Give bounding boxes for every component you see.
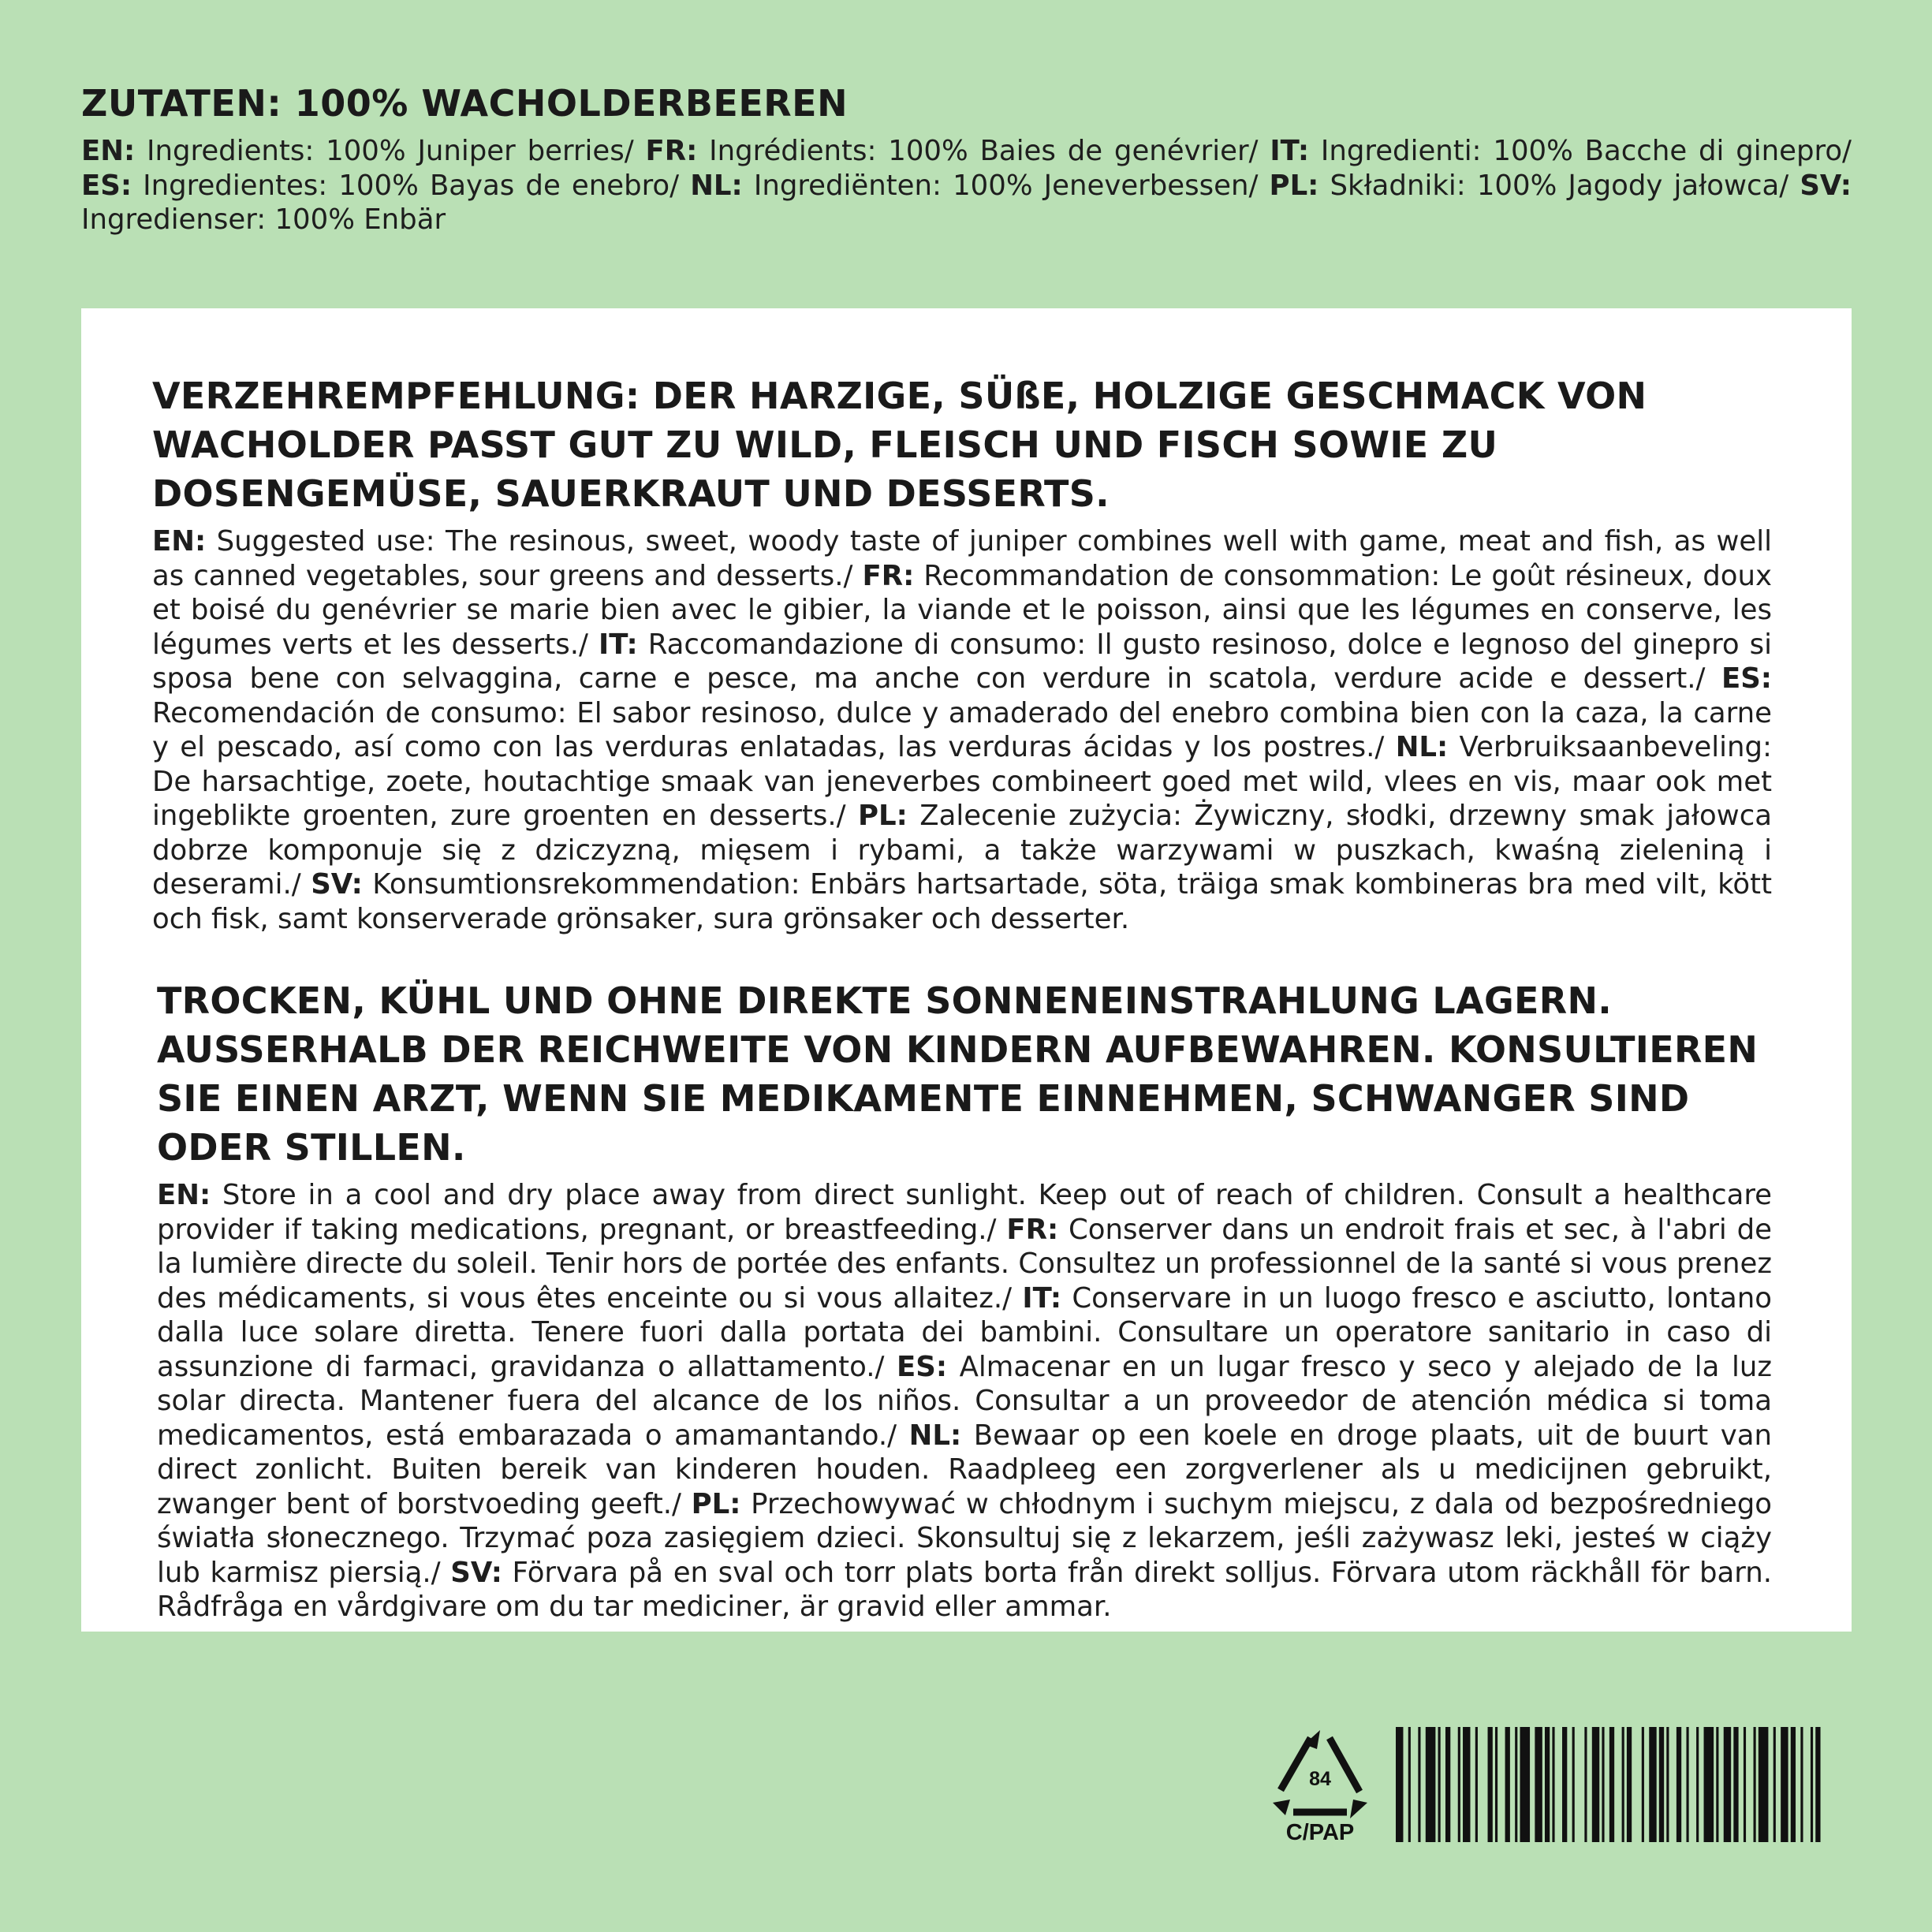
lang-code: NL: xyxy=(1395,731,1449,763)
lang-code: ES: xyxy=(81,169,132,202)
lang-code: FR: xyxy=(1006,1213,1059,1246)
lang-code: NL: xyxy=(908,1419,962,1452)
translation-text: Förvara på en sval och torr plats borta från direkt solljus. Förvara utom räckhåll för barn. Rådfråga en vårdgivare om du tar mediciner, är gravid eller ammar. xyxy=(157,1556,1772,1623)
barcode-bar xyxy=(1495,1727,1497,1842)
barcode-bar xyxy=(1592,1727,1599,1842)
ingredients-title: ZUTATEN: 100% WACHOLDERBEEREN xyxy=(81,82,849,125)
barcode-bar xyxy=(1584,1727,1587,1842)
barcode-bar xyxy=(1520,1727,1530,1842)
translation-text: Bewaar op een koele en droge plaats, uit de buurt van direct zonlicht. Buiten bereik van kinderen houden. Raadpleeg een zorgverlener als u medicijnen gebruikt, zwanger bent of borstvoeding geeft./ xyxy=(157,1419,1772,1520)
barcode-bar xyxy=(1572,1727,1575,1842)
barcode-bar xyxy=(1704,1727,1714,1842)
barcode-bar xyxy=(1475,1727,1478,1842)
barcode-bar xyxy=(1622,1727,1624,1842)
translation-text: Conservare in un luogo fresco e asciutto, lontano dalla luce solare diretta. Tenere fuori dalla portata dei bambini. Consultare un operatore sanitario in caso di assunzione di farmaci, gravidanza o allattamento./ xyxy=(157,1281,1772,1383)
barcode-bar xyxy=(1696,1727,1699,1842)
barcode-bar xyxy=(1759,1727,1769,1842)
lang-code: IT: xyxy=(1270,135,1310,167)
lang-code: PL: xyxy=(1269,169,1319,202)
translation-text: Ingrediënten: 100% Jeneverbessen/ xyxy=(742,169,1270,202)
translation-text: Ingredienser: 100% Enbär xyxy=(81,203,446,236)
translation-text: Zalecenie zużycia: Żywiczny, słodki, drzewny smak jałowca dobrze komponuje się z dziczyzną, mięsem i rybami, a także warzywami w puszkach, kwaśną zieleniną i deserami./ xyxy=(152,800,1772,901)
translation-text: Recommandation de consommation: Le goût résineux, doux et boisé du genévrier se marie bien avec le gibier, la viande et le poisson, ainsi que les légumes en conserve, les légumes verts et les desserts./ xyxy=(152,559,1772,661)
barcode-bar xyxy=(1488,1727,1493,1842)
barcode-bar xyxy=(1649,1727,1656,1842)
translation-text: Recomendación de consumo: El sabor resinoso, dulce y amaderado del enebro combina bien con la caza, la carne y el pescado, así como con las verduras enlatadas, las verduras ácidas y los postres./ xyxy=(152,696,1772,763)
lang-code: NL: xyxy=(690,169,743,202)
translation-text: Konsumtionsrekommendation: Enbärs hartsartade, söta, träiga smak kombineras bra med vilt, kött och fisk, samt konserverade grönsaker, sura grönsaker och desserter. xyxy=(152,868,1772,935)
barcode-bar xyxy=(1666,1727,1669,1842)
translation-text: Suggested use: The resinous, sweet, woody taste of juniper combines well with game, meat and fish, as well as canned vegetables, sour greens and desserts./ xyxy=(152,525,1772,592)
barcode-bar xyxy=(1609,1727,1614,1842)
ingredients-block xyxy=(81,79,1852,237)
barcode-bar xyxy=(1463,1727,1470,1842)
barcode-bar xyxy=(1545,1727,1550,1842)
translation-text: Verbruiksaanbeveling: De harsachtige, zoete, houtachtige smaak van jeneverbes combineert goed met wild, vlees en vis, maar ook met ingeblikte groenten, zure groenten en desserts./ xyxy=(152,731,1772,832)
lang-code: FR: xyxy=(862,559,915,592)
barcode-bar xyxy=(1552,1727,1554,1842)
barcode-bar xyxy=(1408,1727,1411,1842)
barcode-bar xyxy=(1686,1727,1688,1842)
storage-translations xyxy=(157,1178,1772,1624)
lang-code: EN: xyxy=(152,525,207,558)
storage-section xyxy=(157,976,1772,1624)
barcode-bar xyxy=(1458,1727,1460,1842)
barcode-bar xyxy=(1800,1727,1803,1842)
barcode-bar xyxy=(1659,1727,1664,1842)
barcode-bar xyxy=(1396,1727,1403,1842)
recycling-symbol xyxy=(1270,1727,1371,1853)
info-panel xyxy=(81,308,1852,1632)
barcode-bar xyxy=(1733,1727,1738,1842)
translation-text: Ingredienti: 100% Bacche di ginepro/ xyxy=(1309,135,1852,167)
lang-code: IT: xyxy=(1022,1281,1062,1315)
lang-code: SV: xyxy=(450,1556,502,1589)
translation-text: Przechowywać w chłodnym i suchym miejscu, z dala od bezpośredniego światła słonecznego. Trzymać poza zasięgiem dzieci. Skonsultuj się z lekarzem, jeśli zażywasz leki, jesteś w ciąży lub karmisz piersią./ xyxy=(157,1487,1772,1589)
barcode-bar xyxy=(1535,1727,1542,1842)
barcode-bar xyxy=(1418,1727,1420,1842)
barcode-bar xyxy=(1515,1727,1517,1842)
barcode-bar xyxy=(1438,1727,1441,1842)
translation-text: Raccomandazione di consumo: Il gusto resinoso, dolce e legnoso del ginepro si sposa bene con selvaggina, carne e pesce, ma anche con verdure in scatola, verdure acide e dessert./ xyxy=(152,628,1772,695)
barcode-bar xyxy=(1627,1727,1632,1842)
barcode-bar xyxy=(1562,1727,1567,1842)
usage-translations xyxy=(152,524,1772,936)
translation-text: Ingredientes: 100% Bayas de enebro/ xyxy=(132,169,691,202)
ingredients-translations xyxy=(81,134,1852,237)
lang-code: ES: xyxy=(897,1350,948,1383)
lang-code: PL: xyxy=(691,1487,741,1520)
lang-code: SV: xyxy=(311,868,363,901)
barcode-bar xyxy=(1781,1727,1788,1842)
barcode-bar xyxy=(1744,1727,1746,1842)
translation-text: Conserver dans un endroit frais et sec, à l'abri de la lumière directe du soleil. Tenir hors de portée des enfants. Consultez un professionnel de la santé si vous prenez des médicaments, si vous êtes enceinte ou si vous allaitez./ xyxy=(157,1213,1772,1315)
lang-code: IT: xyxy=(599,628,638,661)
translation-text: Almacenar en un lugar fresco y seco y alejado de la luz solar directa. Mantener fuera del alcance de los niños. Consultar a un proveedor de atención médica si toma medicamentos, está embarazada o amamantando./ xyxy=(157,1350,1772,1452)
usage-title: VERZEHREMPFEHLUNG: DER HARZIGE, SÜßE, HOLZIGE GESCHMACK VON WACHOLDER PASST GUT ZU WILD, FLEISCH UND FISCH SOWIE ZU DOSENGEMÜSE, SAUERKRAUT UND DESSERTS. xyxy=(152,375,1647,515)
storage-title: TROCKEN, KÜHL UND OHNE DIREKTE SONNENEINSTRAHLUNG LAGERN. AUSSERHALB DER REICHWEITE VON KINDERN AUFBEWAHREN. KONSULTIEREN SIE EINEN ARZT, WENN SIE MEDIKAMENTE EINNEHMEN, SCHWANGER SIND ODER STILLEN. xyxy=(157,979,1759,1169)
lang-code: EN: xyxy=(81,135,136,167)
lang-code: SV: xyxy=(1800,169,1852,202)
lang-code: ES: xyxy=(1721,662,1772,695)
barcode-bar xyxy=(1426,1727,1436,1842)
lang-code: PL: xyxy=(858,800,908,832)
barcode-bar xyxy=(1815,1727,1820,1842)
lang-code: FR: xyxy=(645,135,698,167)
barcode-bar xyxy=(1642,1727,1644,1842)
barcode-bar xyxy=(1773,1727,1776,1842)
barcode-bar xyxy=(1602,1727,1604,1842)
barcode-bar xyxy=(1754,1727,1756,1842)
barcode-bar xyxy=(1811,1727,1813,1842)
translation-text: Store in a cool and dry place away from direct sunlight. Keep out of reach of children. Consult a healthcare provider if taking medications, pregnant, or breastfeeding./ xyxy=(157,1179,1772,1246)
barcode-icon xyxy=(1396,1727,1828,1842)
usage-section xyxy=(152,371,1772,936)
lang-code: EN: xyxy=(157,1179,211,1211)
barcode-bar xyxy=(1445,1727,1450,1842)
recycling-code: 84 xyxy=(1309,1768,1331,1790)
barcode-bar xyxy=(1716,1727,1718,1842)
barcode-bar xyxy=(1505,1727,1510,1842)
translation-text: Ingrédients: 100% Baies de genévrier/ xyxy=(697,135,1270,167)
barcode-bar xyxy=(1677,1727,1681,1842)
barcode-bar xyxy=(1791,1727,1796,1842)
translation-text: Ingredients: 100% Juniper berries/ xyxy=(135,135,646,167)
recycling-label: C/PAP xyxy=(1285,1820,1355,1845)
translation-text: Składniki: 100% Jagody jałowca/ xyxy=(1318,169,1800,202)
barcode-bar xyxy=(1724,1727,1731,1842)
